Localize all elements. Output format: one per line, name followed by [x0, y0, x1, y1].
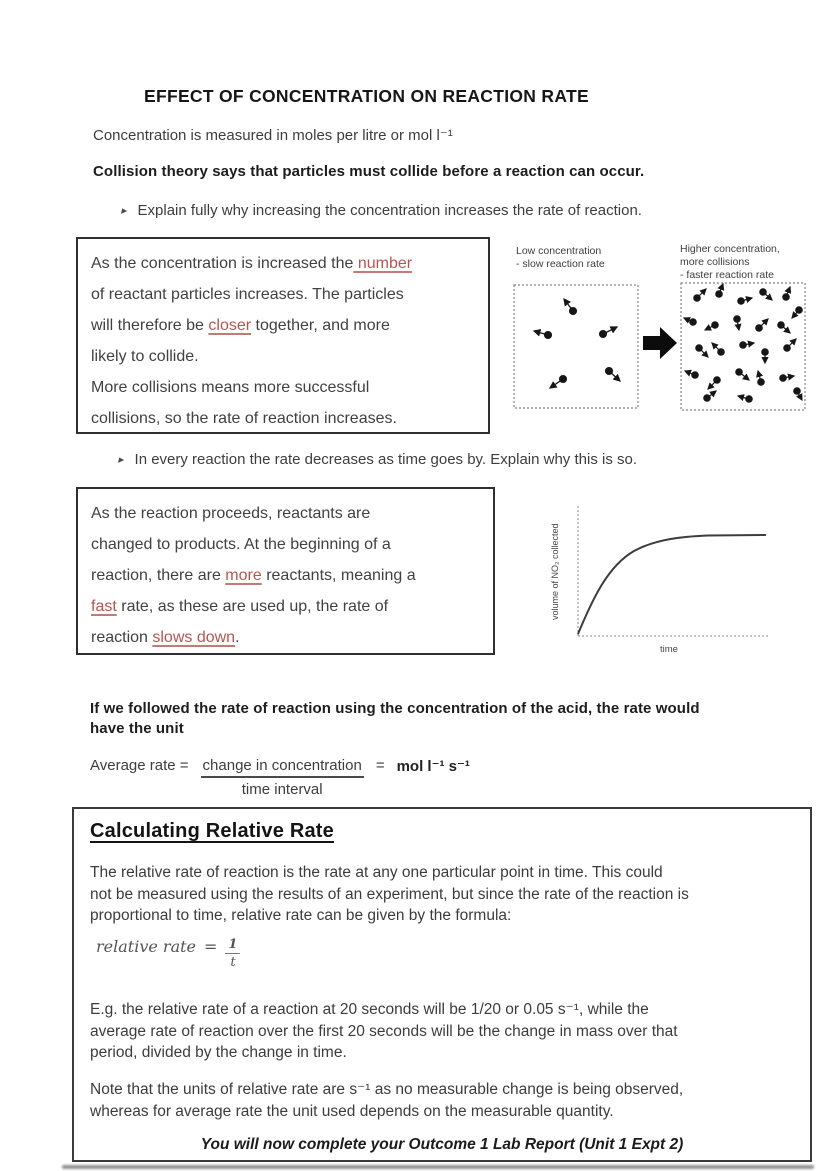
particles-high	[684, 284, 802, 402]
low-concentration-label-line1: Low concentration	[516, 245, 602, 257]
text-line	[91, 529, 481, 560]
answer-text: of reactant particles increases. The particles	[91, 286, 404, 303]
answer-red-term: number	[353, 255, 413, 272]
formula-denominator: t	[230, 955, 236, 970]
formula-fraction	[225, 937, 240, 970]
question-1-text: Explain fully why increasing the concentration increases the rate of reaction.	[137, 202, 642, 219]
answer-text: As the reaction proceeds, reactants are	[91, 505, 371, 522]
y-axis-label: volume of NO₂ collected	[550, 523, 560, 620]
text-line: The relative rate of reaction is the rate at any one particular point in time. This could	[90, 864, 663, 881]
answer-red-term: more	[225, 567, 262, 584]
high-concentration-label-line3: - faster reaction rate	[680, 269, 774, 281]
answer-box-rate-decrease	[76, 487, 495, 655]
formula-lhs: relative rate	[96, 937, 196, 956]
relative-rate-section	[72, 807, 812, 1162]
average-rate-fraction	[201, 757, 364, 798]
question-2-text: In every reaction the rate decreases as time goes by. Explain why this is so.	[134, 451, 637, 468]
answer-text: reaction, there are	[91, 567, 226, 584]
answer-text: reaction	[91, 629, 153, 646]
text-line	[91, 372, 476, 403]
text-line	[91, 403, 476, 434]
rate-time-graph	[538, 498, 788, 663]
text-line	[91, 248, 476, 279]
text-line: E.g. the relative rate of a reaction at 20 seconds will be 1/20 or 0.05 s⁻¹, while the	[90, 1001, 649, 1018]
high-concentration-label-line1: Higher concentration,	[680, 243, 780, 255]
answer-text: rate, as these are used up, the rate of	[116, 598, 389, 615]
text-line	[91, 498, 481, 529]
relative-rate-heading: Calculating Relative Rate	[90, 820, 334, 842]
text-line: proportional to time, relative rate can be given by the formula:	[90, 907, 512, 924]
answer-text: together, and more	[251, 317, 390, 334]
relative-rate-formula	[96, 937, 240, 970]
text-line	[91, 560, 481, 591]
question-1	[122, 202, 642, 219]
text-line: average rate of reaction over the first 20 seconds will be the change in mass over that	[90, 1022, 678, 1040]
average-rate-formula	[90, 757, 470, 798]
arrow-bullet-icon: ▸	[120, 205, 129, 217]
answer-text: will therefore be	[91, 317, 209, 334]
x-axis-label: time	[660, 644, 678, 655]
answer-red-term: slows down	[152, 629, 236, 646]
answer-text: reactants, meaning a	[261, 567, 416, 584]
answer-text: As the concentration is increased the	[91, 255, 354, 272]
rate-unit: mol l⁻¹ s⁻¹	[396, 758, 470, 775]
average-rate-prefix: Average rate =	[90, 757, 189, 774]
text-line: whereas for average rate the unit used depends on the measurable quantity.	[90, 1102, 614, 1120]
text-line	[91, 279, 476, 310]
intro-line: Concentration is measured in moles per litre or mol l⁻¹	[93, 127, 453, 144]
answer-box-concentration	[76, 237, 490, 434]
formula-equals: =	[204, 937, 218, 956]
low-concentration-box	[514, 285, 638, 408]
answer-text: More collisions means more successful	[91, 379, 370, 396]
arrow-bullet-icon: ▸	[117, 454, 126, 466]
question-2	[119, 451, 637, 468]
fraction-denominator: time interval	[241, 781, 323, 798]
unit-statement	[90, 699, 700, 739]
answer-text: changed to products. At the beginning of a	[91, 536, 391, 553]
text-line	[91, 622, 481, 653]
particles-low	[534, 299, 620, 388]
formula-numerator: 1	[225, 937, 240, 954]
text-line: period, divided by the change in time.	[90, 1044, 347, 1061]
note-paragraph	[90, 1079, 683, 1122]
block-arrow-icon	[643, 327, 677, 359]
text-line: Note that the units of relative rate are s⁻¹ as no measurable change is being observed,	[90, 1081, 684, 1098]
answer-text: .	[235, 629, 240, 646]
relative-rate-paragraph	[90, 862, 689, 927]
unit-statement-line2: have the unit	[90, 720, 184, 737]
page-title: EFFECT OF CONCENTRATION ON REACTION RATE	[144, 86, 589, 106]
closing-instruction: You will now complete your Outcome 1 Lab Report (Unit 1 Expt 2)	[200, 1136, 684, 1153]
high-concentration-label-line2: more collisions	[680, 256, 750, 268]
answer-red-term: closer	[208, 317, 252, 334]
text-line	[91, 310, 476, 341]
answer-red-term: fast	[91, 598, 117, 615]
unit-statement-line1: If we followed the rate of reaction using the concentration of the acid, the rate would	[90, 700, 700, 717]
low-concentration-label-line2: - slow reaction rate	[516, 258, 605, 270]
example-paragraph	[90, 999, 678, 1064]
particle-diagram	[503, 238, 826, 423]
answer-text: likely to collide.	[91, 348, 199, 365]
equals-sign: =	[375, 757, 385, 774]
text-line: not be measured using the results of an experiment, but since the rate of the reaction is	[90, 885, 689, 903]
scan-shadow	[62, 1165, 814, 1169]
text-line	[91, 591, 481, 622]
text-line	[91, 341, 476, 372]
rate-curve	[578, 535, 766, 634]
collision-statement: Collision theory says that particles must collide before a reaction can occur.	[93, 163, 645, 180]
answer-text: collisions, so the rate of reaction increases.	[91, 410, 397, 427]
fraction-numerator: change in concentration	[201, 757, 364, 778]
